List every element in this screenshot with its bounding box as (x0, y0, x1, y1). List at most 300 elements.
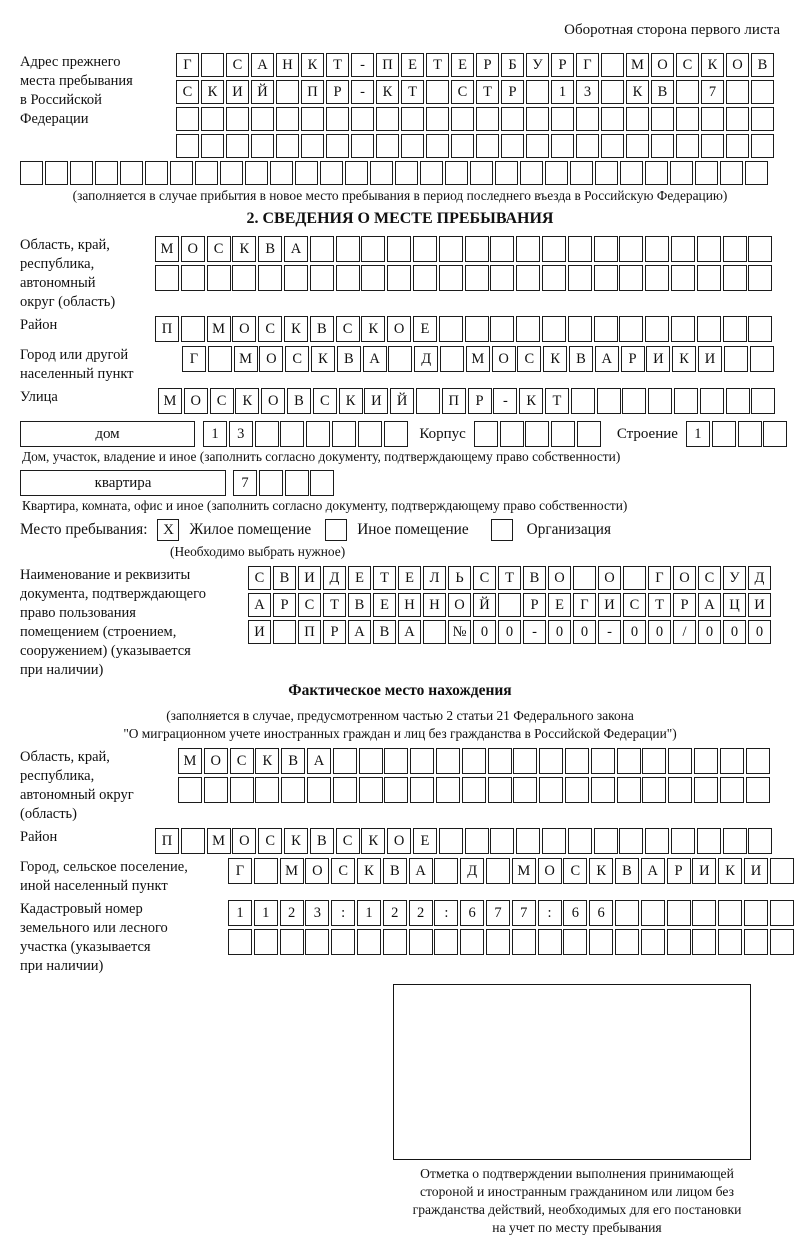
char-box: Д (414, 346, 438, 372)
char-box: И (598, 593, 621, 617)
char-box (245, 161, 268, 185)
char-box: О (184, 388, 208, 414)
char-box (451, 107, 474, 131)
char-box-row (155, 316, 774, 342)
char-box (726, 134, 749, 158)
char-box: - (351, 53, 374, 77)
char-box (712, 421, 736, 447)
char-box (370, 161, 393, 185)
char-box (426, 134, 449, 158)
char-box: В (310, 828, 334, 854)
char-box (345, 161, 368, 185)
char-box (726, 388, 750, 414)
region3-label (20, 748, 178, 824)
char-box (692, 929, 716, 955)
char-box (568, 265, 592, 291)
char-box (310, 470, 334, 496)
char-box: Т (426, 53, 449, 77)
char-box (542, 265, 566, 291)
city3-label (20, 858, 228, 896)
char-box (645, 316, 669, 342)
char-box (232, 265, 256, 291)
label-line: Город или другой (20, 347, 129, 363)
stay-option-checkbox-zhiloe: X (157, 519, 179, 541)
char-box (671, 236, 695, 262)
char-box (568, 316, 592, 342)
char-box (594, 265, 618, 291)
char-box: С (176, 80, 199, 104)
char-box (676, 107, 699, 131)
city-label (20, 346, 182, 384)
char-box: К (284, 828, 308, 854)
char-box: П (155, 316, 179, 342)
char-box (490, 316, 514, 342)
char-box (280, 421, 304, 447)
char-box (384, 421, 408, 447)
char-box (332, 421, 356, 447)
char-box (255, 777, 279, 803)
char-box: : (331, 900, 355, 926)
char-box (723, 828, 747, 854)
char-box (576, 134, 599, 158)
char-box (357, 929, 381, 955)
char-box: 1 (203, 421, 227, 447)
char-box (748, 236, 772, 262)
district-block (20, 316, 780, 342)
char-box (439, 265, 463, 291)
char-box (195, 161, 218, 185)
char-box: Е (413, 316, 437, 342)
char-box: С (230, 748, 254, 774)
char-box (490, 236, 514, 262)
char-box (333, 777, 357, 803)
char-box: К (361, 316, 385, 342)
label-line: Кадастровый номер (20, 901, 143, 917)
char-box (307, 777, 331, 803)
char-box: Й (473, 593, 496, 617)
char-box: Т (476, 80, 499, 104)
char-box (176, 134, 199, 158)
char-box (387, 265, 411, 291)
label-line: Федерации (20, 111, 89, 127)
char-box (488, 777, 512, 803)
char-box (746, 777, 770, 803)
char-box (460, 929, 484, 955)
char-box-row (158, 388, 777, 414)
char-box (720, 777, 744, 803)
stamp-caption (393, 1165, 761, 1237)
char-box: С (258, 316, 282, 342)
char-box (695, 161, 718, 185)
char-box: Р (501, 80, 524, 104)
char-box: 0 (748, 620, 771, 644)
char-box (476, 107, 499, 131)
section3-title: Фактическое место нахождения (288, 682, 512, 699)
char-box: / (673, 620, 696, 644)
char-box (155, 265, 179, 291)
char-box: Р (667, 858, 691, 884)
char-box (201, 53, 224, 77)
char-box (576, 107, 599, 131)
char-box (440, 346, 464, 372)
char-box (674, 388, 698, 414)
char-box (95, 161, 118, 185)
char-box (539, 748, 563, 774)
char-box (220, 161, 243, 185)
char-box (207, 265, 231, 291)
char-box (551, 421, 575, 447)
stay-type-label: Место пребывания: (20, 521, 148, 538)
char-box (476, 134, 499, 158)
char-box: М (178, 748, 202, 774)
char-box: - (351, 80, 374, 104)
label-line: право пользования (20, 605, 136, 621)
char-box: 3 (305, 900, 329, 926)
char-box: Т (648, 593, 671, 617)
label-line: автономный (20, 275, 96, 291)
char-box (439, 316, 463, 342)
char-box (568, 236, 592, 262)
char-box (490, 828, 514, 854)
char-box: Е (398, 566, 421, 590)
char-box: С (623, 593, 646, 617)
house-caption: Дом, участок, владение и иное (заполнить согласно документу, подтверждающему право собственности) (22, 449, 621, 464)
char-box (486, 929, 510, 955)
street-label: Улица (20, 389, 58, 405)
char-box (465, 316, 489, 342)
char-box: Р (476, 53, 499, 77)
char-box (670, 161, 693, 185)
char-box (720, 161, 743, 185)
char-box (388, 346, 412, 372)
char-box: О (387, 828, 411, 854)
char-box (301, 107, 324, 131)
char-box: М (626, 53, 649, 77)
char-box (577, 421, 601, 447)
char-box (358, 421, 382, 447)
char-box (470, 161, 493, 185)
char-box (571, 388, 595, 414)
char-box: С (226, 53, 249, 77)
char-box (306, 421, 330, 447)
char-box (410, 748, 434, 774)
street-block (20, 388, 780, 414)
char-box (474, 421, 498, 447)
doc-rows (248, 566, 773, 644)
char-box (570, 161, 593, 185)
char-box-row (686, 421, 789, 447)
char-box (486, 858, 510, 884)
char-box: О (387, 316, 411, 342)
char-box (526, 134, 549, 158)
char-box (295, 161, 318, 185)
char-box-row (248, 566, 773, 590)
char-box: А (409, 858, 433, 884)
char-box: С (698, 566, 721, 590)
char-box: М (158, 388, 182, 414)
char-box (697, 236, 721, 262)
char-box (251, 107, 274, 131)
char-box (526, 80, 549, 104)
char-box (641, 929, 665, 955)
char-box (276, 134, 299, 158)
char-box-row (155, 236, 774, 262)
char-box (384, 748, 408, 774)
char-box-row-overflow (20, 161, 780, 185)
char-box (439, 828, 463, 854)
char-box: О (181, 236, 205, 262)
label-line: при наличии) (20, 662, 104, 678)
char-box: 2 (280, 900, 304, 926)
char-box: В (273, 566, 296, 590)
char-box (401, 107, 424, 131)
char-box: С (563, 858, 587, 884)
char-box (383, 929, 407, 955)
char-box: Н (423, 593, 446, 617)
char-box: Р (523, 593, 546, 617)
char-box: О (259, 346, 283, 372)
char-box: 7 (512, 900, 536, 926)
char-box (726, 107, 749, 131)
char-box (622, 388, 646, 414)
char-box: 0 (648, 620, 671, 644)
char-box (526, 107, 549, 131)
char-box (387, 236, 411, 262)
char-box (651, 134, 674, 158)
char-box: С (331, 858, 355, 884)
char-box-row (203, 421, 409, 447)
char-box (351, 134, 374, 158)
char-box: Е (548, 593, 571, 617)
char-box (671, 828, 695, 854)
char-box (284, 265, 308, 291)
char-box (697, 316, 721, 342)
char-box (226, 107, 249, 131)
char-box (601, 53, 624, 77)
char-box (667, 929, 691, 955)
char-box: Т (401, 80, 424, 104)
char-box: С (210, 388, 234, 414)
stay-option-label-inoe: Иное помещение (357, 521, 469, 538)
char-box (746, 748, 770, 774)
char-box: К (284, 316, 308, 342)
char-box: О (548, 566, 571, 590)
char-box-row (176, 134, 776, 158)
char-box (641, 900, 665, 926)
char-box (439, 236, 463, 262)
char-box (276, 80, 299, 104)
region3-rows (178, 748, 771, 803)
char-box: Е (401, 53, 424, 77)
char-box: С (285, 346, 309, 372)
char-box (701, 107, 724, 131)
char-box (697, 265, 721, 291)
char-box (651, 107, 674, 131)
char-box: А (248, 593, 271, 617)
char-box: Ь (448, 566, 471, 590)
char-box (671, 316, 695, 342)
char-box (495, 161, 518, 185)
char-box: Р (468, 388, 492, 414)
char-box: У (723, 566, 746, 590)
char-box: Л (423, 566, 446, 590)
prev-address-rows (176, 53, 776, 158)
char-box-row (228, 900, 796, 926)
char-box (589, 929, 613, 955)
char-box-row (233, 470, 336, 496)
char-box (181, 316, 205, 342)
char-box (361, 265, 385, 291)
char-box (254, 858, 278, 884)
char-box (501, 134, 524, 158)
char-box: О (305, 858, 329, 884)
char-box (763, 421, 787, 447)
char-box (542, 316, 566, 342)
char-box (336, 265, 360, 291)
char-box: Н (276, 53, 299, 77)
char-box (513, 748, 537, 774)
char-box (770, 900, 794, 926)
char-box (626, 107, 649, 131)
char-box: 3 (576, 80, 599, 104)
char-box (770, 929, 794, 955)
char-box: У (526, 53, 549, 77)
char-box (465, 828, 489, 854)
char-box: И (698, 346, 722, 372)
char-box (201, 134, 224, 158)
char-box: Т (545, 388, 569, 414)
char-box (310, 265, 334, 291)
char-box: Д (460, 858, 484, 884)
stay-type-caption: (Необходимо выбрать нужное) (170, 544, 346, 559)
section3-caption-line2: "О миграционном учете иностранных граждан и лиц без гражданства в Российской Федерации") (123, 726, 677, 741)
char-box (395, 161, 418, 185)
char-box (645, 236, 669, 262)
apartment-caption: Квартира, комната, офис и иное (заполнить согласно документу, подтверждающему право собственности) (22, 498, 628, 513)
char-box: В (523, 566, 546, 590)
char-box (451, 134, 474, 158)
label-line: места пребывания (20, 73, 133, 89)
char-box-row (178, 777, 771, 803)
char-box: А (348, 620, 371, 644)
char-box: И (692, 858, 716, 884)
char-box (516, 265, 540, 291)
label-line: документа, подтверждающего (20, 586, 206, 602)
char-box (551, 107, 574, 131)
char-box: 7 (486, 900, 510, 926)
region-block (20, 236, 780, 312)
char-box (723, 236, 747, 262)
char-box: С (451, 80, 474, 104)
char-box: А (284, 236, 308, 262)
korpus-label: Корпус (419, 426, 466, 442)
label-line: сооружением) (указывается (20, 643, 191, 659)
char-box (336, 236, 360, 262)
char-box (694, 748, 718, 774)
char-box: Е (373, 593, 396, 617)
char-box (426, 107, 449, 131)
char-box (285, 470, 309, 496)
char-box: В (383, 858, 407, 884)
char-box: О (204, 748, 228, 774)
char-box: 0 (623, 620, 646, 644)
char-box (751, 80, 774, 104)
char-box: С (473, 566, 496, 590)
char-box: Т (326, 53, 349, 77)
char-box (751, 134, 774, 158)
char-box: Р (551, 53, 574, 77)
char-box (376, 134, 399, 158)
char-box: И (646, 346, 670, 372)
char-box (748, 265, 772, 291)
char-box: К (626, 80, 649, 104)
char-box (516, 828, 540, 854)
char-box: 0 (573, 620, 596, 644)
char-box (20, 161, 43, 185)
char-box: Д (323, 566, 346, 590)
char-box (204, 777, 228, 803)
char-box: А (641, 858, 665, 884)
char-box (591, 777, 615, 803)
label-line: при наличии) (20, 958, 104, 974)
char-box (538, 929, 562, 955)
char-box (619, 265, 643, 291)
char-box (565, 777, 589, 803)
char-box: Р (273, 593, 296, 617)
char-box (320, 161, 343, 185)
char-box: А (595, 346, 619, 372)
char-box: 1 (686, 421, 710, 447)
district3-block (20, 828, 780, 854)
char-box (620, 161, 643, 185)
char-box: Й (251, 80, 274, 104)
char-box (748, 316, 772, 342)
char-box (251, 134, 274, 158)
char-box: Е (413, 828, 437, 854)
char-box: К (255, 748, 279, 774)
char-box (490, 265, 514, 291)
char-box: С (517, 346, 541, 372)
char-box: А (307, 748, 331, 774)
char-box: 3 (229, 421, 253, 447)
char-box: 1 (357, 900, 381, 926)
char-box (181, 265, 205, 291)
char-box: 6 (460, 900, 484, 926)
char-box: С (207, 236, 231, 262)
char-box: Г (573, 593, 596, 617)
char-box: Т (498, 566, 521, 590)
char-box: О (673, 566, 696, 590)
char-box (744, 929, 768, 955)
char-box (565, 748, 589, 774)
char-box (601, 80, 624, 104)
char-box: № (448, 620, 471, 644)
char-box-row (182, 346, 775, 372)
cadastre-block (20, 900, 780, 976)
char-box: К (357, 858, 381, 884)
char-box (718, 929, 742, 955)
char-box: В (615, 858, 639, 884)
char-box: - (493, 388, 517, 414)
char-box (270, 161, 293, 185)
char-box (619, 236, 643, 262)
char-box (601, 134, 624, 158)
char-box: 7 (701, 80, 724, 104)
char-box (512, 929, 536, 955)
char-box: О (261, 388, 285, 414)
char-box: Г (228, 858, 252, 884)
char-box (738, 421, 762, 447)
